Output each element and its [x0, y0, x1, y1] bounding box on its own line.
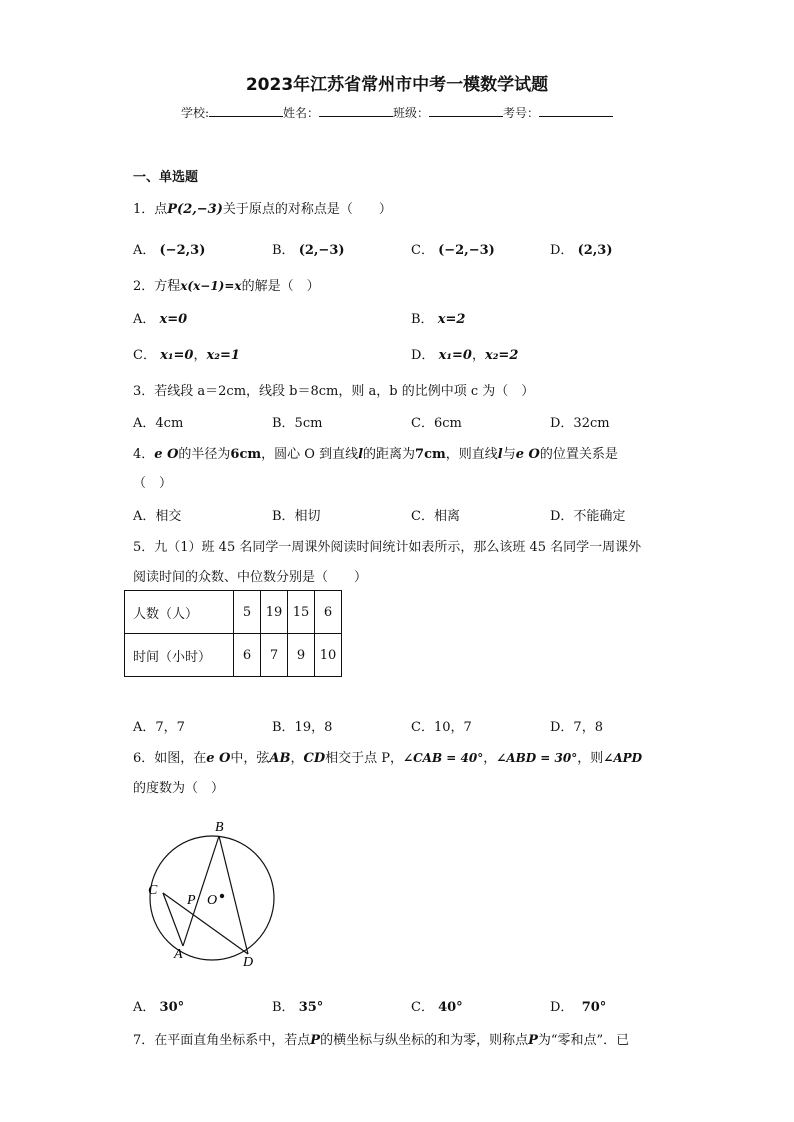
question-1: [133, 198, 392, 217]
table-cell: 19: [261, 591, 288, 634]
q1-point-expr: P(2,−3): [167, 202, 223, 217]
q6-option-d: D． 70°: [550, 1000, 607, 1015]
exam-no-blank: [539, 104, 613, 117]
page-title: 2023年江苏省常州市中考一模数学试题: [245, 75, 549, 95]
q3-option-b: B．5cm: [272, 416, 323, 431]
q5-option-a: A．7，7: [133, 720, 185, 735]
q1-option-c: C． (−2,−3): [411, 243, 495, 258]
question-7: 7．在平面直角坐标系中，若点P的横坐标与纵坐标的和为零，则称点P为“零和点”．已: [133, 1033, 630, 1048]
table-cell: 15: [288, 591, 315, 634]
q2-prefix: 2．方程: [133, 279, 181, 294]
q1-suffix: 关于原点的对称点是（ ）: [222, 202, 392, 217]
class-label: 班级：: [393, 106, 430, 120]
chord-ca: [163, 893, 183, 946]
label-d: D: [243, 955, 254, 970]
q4-option-a: A．相交: [133, 509, 182, 524]
table-row: [125, 591, 342, 634]
q2-option-b: B． x=2: [411, 312, 466, 327]
table-cell: 6: [315, 591, 342, 634]
q5-line-2: 阅读时间的众数、中位数分别是（ ）: [133, 570, 368, 585]
table-cell: 7: [261, 634, 288, 677]
section-title: 一、单选题: [133, 170, 199, 185]
q4-option-b: B．相切: [272, 509, 321, 524]
table-cell: 9: [288, 634, 315, 677]
reading-time-table: [124, 590, 342, 677]
q4-option-c: C．相离: [411, 509, 460, 524]
q3-option-a: A．4cm: [133, 416, 184, 431]
question-6: 6．如图，在e O中，弦AB，CD相交于点 P，∠CAB = 40°，∠ABD = 30°，则∠APD: [133, 751, 643, 766]
table-cell: 时间（小时）: [125, 634, 234, 677]
circle-o-symbol: e O: [206, 751, 231, 766]
class-blank: [429, 104, 503, 117]
q6-option-a: A． 30°: [133, 1000, 185, 1015]
q5-option-d: D．7，8: [550, 720, 603, 735]
school-blank: [209, 104, 283, 117]
circle-o-symbol: e O: [154, 447, 179, 462]
q1-option-a: A． (−2,3): [133, 243, 206, 258]
student-info-line: [0, 104, 794, 121]
name-label: 姓名：: [283, 106, 320, 120]
table-cell: 人数（人）: [125, 591, 234, 634]
q1-option-b: B． (2,−3): [272, 243, 345, 258]
q6-option-b: B． 35°: [272, 1000, 324, 1015]
circle-geometry-figure: [140, 815, 280, 975]
q3-option-c: C．6cm: [411, 416, 462, 431]
center-point-dot: [220, 894, 224, 898]
q2-option-d: D． x₁=0，x₂=2: [411, 348, 519, 363]
table-cell: 6: [234, 634, 261, 677]
exam-no-label: 考号：: [503, 106, 540, 120]
q6-line-2: 的度数为（ ）: [133, 781, 225, 796]
table-cell: 5: [234, 591, 261, 634]
q3-option-d: D．32cm: [550, 416, 610, 431]
table-row: [125, 634, 342, 677]
q4-option-d: D．不能确定: [550, 509, 626, 524]
q2-equation: x(x−1)=x: [180, 279, 242, 293]
question-5: 5．九（1）班 45 名同学一周课外阅读时间统计如表所示，那么该班 45 名同学一周课外: [133, 540, 642, 555]
q2-suffix: 的解是（ ）: [241, 279, 320, 294]
question-4: 4．e O的半径为6cm，圆心 O 到直线l的距离为7cm，则直线l与e O的位置关系是: [133, 447, 618, 462]
q1-option-d: D． (2,3): [550, 243, 613, 258]
label-b: B: [215, 820, 224, 835]
q2-option-a: A． x=0: [133, 312, 188, 327]
q5-option-b: B．19，8: [272, 720, 333, 735]
q4-line-2: （ ）: [133, 476, 173, 491]
table-cell: 10: [315, 634, 342, 677]
school-label: 学校:: [180, 106, 209, 120]
question-2: [133, 275, 320, 294]
name-blank: [319, 104, 393, 117]
q6-option-c: C． 40°: [411, 1000, 463, 1015]
q5-option-c: C．10，7: [411, 720, 472, 735]
circle-o-symbol: e O: [515, 447, 540, 462]
label-a: A: [174, 947, 183, 962]
q1-prefix: 1．点: [133, 202, 168, 217]
label-o: O: [207, 893, 218, 908]
question-3: 3．若线段 a＝2cm，线段 b＝8cm，则 a，b 的比例中项 c 为（ ）: [133, 384, 535, 399]
label-p: P: [187, 893, 196, 908]
q2-option-c: C． x₁=0，x₂=1: [133, 348, 240, 363]
label-c: C: [148, 883, 158, 898]
